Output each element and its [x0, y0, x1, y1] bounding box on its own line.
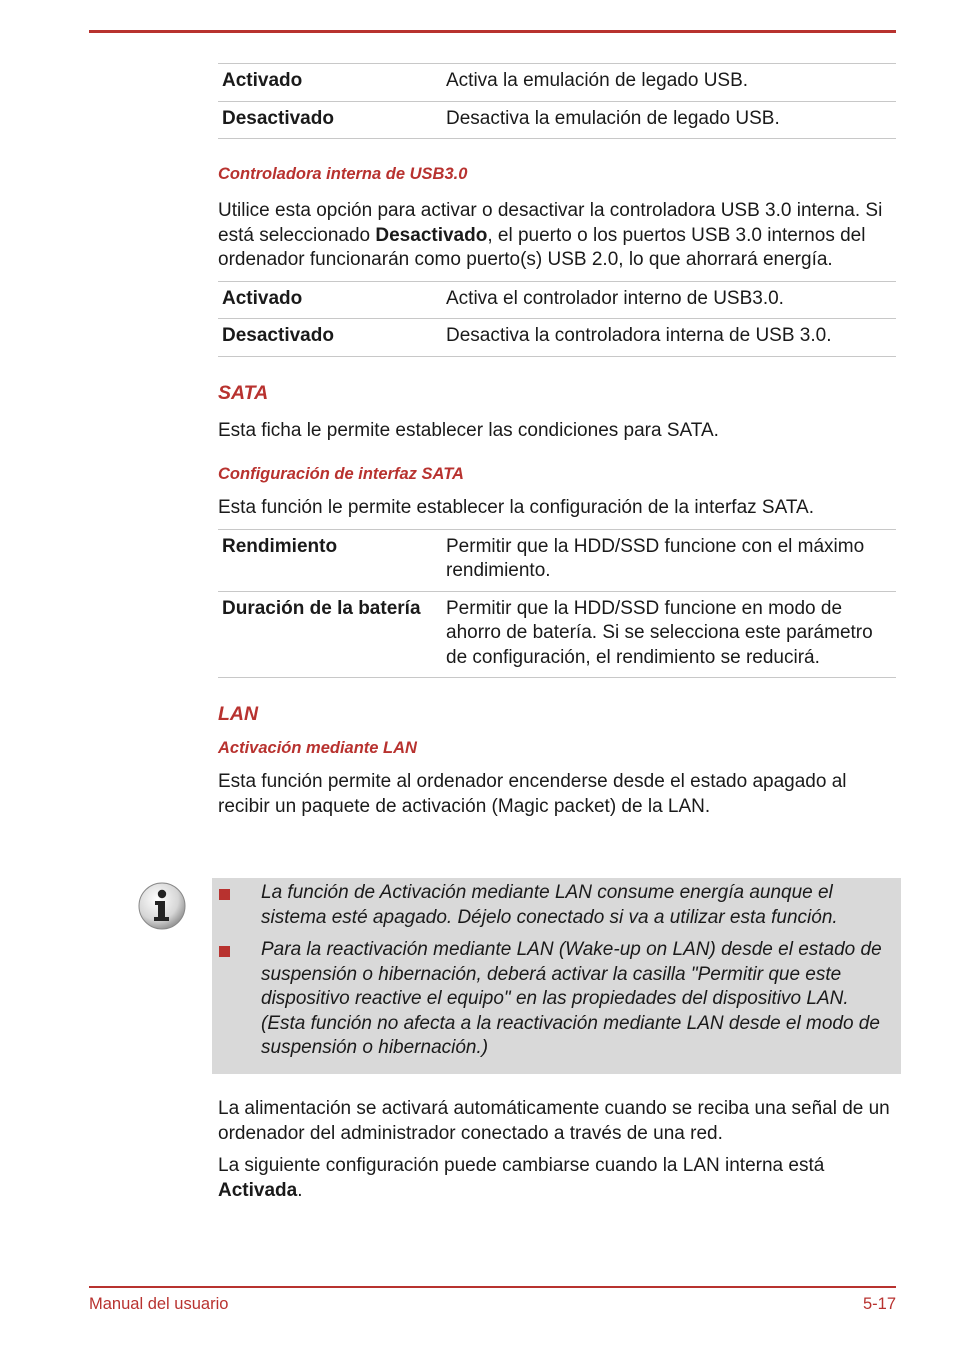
sata-options-table — [218, 529, 896, 679]
list-item — [212, 881, 901, 931]
sata-config-paragraph: Esta función le permite establecer la configuración de la interfaz SATA. — [218, 497, 814, 518]
text-span: Utilice esta opción para activar o desactivar la controladora USB 3.0 interna. Si está seleccionado — [218, 200, 883, 246]
usb30-paragraph — [218, 199, 896, 273]
footer-title: Manual del usuario — [89, 1295, 229, 1313]
section-heading-lan: LAN — [218, 703, 259, 725]
lan-paragraph: Esta función permite al ordenador encenderse desde el estado apagado al recibir un paquete de activación (Magic packet) de la LAN. — [218, 771, 847, 817]
bold-term: Desactivado — [375, 224, 488, 246]
option-key: Desactivado — [218, 319, 442, 357]
option-key: Activado — [218, 281, 442, 319]
header-rule — [89, 30, 896, 33]
subsection-heading-sata-config: Configuración de interfaz SATA — [218, 465, 464, 483]
bullet-square — [219, 946, 230, 957]
option-value: Permitir que la HDD/SSD funcione en modo de ahorro de batería. Si se selecciona este parámetro de configuración, el rendimiento se reducirá. — [442, 591, 896, 678]
option-value: Desactiva la emulación de legado USB. — [442, 101, 896, 139]
note-box — [212, 878, 901, 1074]
lan-after-note — [218, 1097, 896, 1203]
option-value: Desactiva la controladora interna de USB 3.0. — [442, 319, 896, 357]
bold-term: Activada — [218, 1179, 298, 1201]
info-icon — [137, 881, 187, 931]
footer-rule — [89, 1286, 896, 1288]
subsection-heading-wol: Activación mediante LAN — [218, 739, 417, 757]
option-key: Desactivado — [218, 101, 442, 139]
page-number: 5-17 — [862, 1295, 896, 1313]
table-row — [218, 529, 896, 591]
page-content — [218, 63, 896, 819]
sata-paragraph: Esta ficha le permite establecer las condiciones para SATA. — [218, 419, 719, 441]
option-key: Duración de la batería — [218, 591, 442, 678]
list-item — [212, 938, 901, 1063]
text-span: . — [297, 1179, 303, 1201]
usb-legacy-options-table — [218, 63, 896, 139]
bullet-square — [219, 889, 230, 900]
section-heading-sata: SATA — [218, 381, 269, 404]
note-text: Para la reactivación mediante LAN (Wake-up on LAN) desde el estado de suspensión o hibernación, deberá activar la casilla "Permitir que este dispositivo reactive el equipo" en las propiedades del dispositivo LAN. (Esta función no afecta a la reactivación mediante LAN desde el modo de suspensión o hibernación.) — [261, 939, 882, 1058]
lan-paragraph-2: La alimentación se activará automáticamente cuando se reciba una señal de un ordenador del administrador conectado a través de una red. — [218, 1098, 890, 1144]
table-row — [218, 101, 896, 139]
text-span: , el puerto o los puertos USB 3.0 internos del ordenador funcionarán como puerto(s) USB 2.0, lo que ahorrará energía. — [218, 224, 866, 270]
usb30-options-table — [218, 281, 896, 357]
table-row — [218, 281, 896, 319]
option-key: Activado — [218, 64, 442, 102]
note-text: La función de Activación mediante LAN consume energía aunque el sistema esté apagado. Déjelo conectado si va a utilizar esta función. — [261, 882, 838, 928]
option-value: Activa la emulación de legado USB. — [442, 64, 896, 102]
text-span: La siguiente configuración puede cambiarse cuando la LAN interna está — [218, 1155, 825, 1176]
table-row — [218, 64, 896, 102]
option-value: Activa el controlador interno de USB3.0. — [442, 281, 896, 319]
lan-paragraph-3 — [218, 1154, 896, 1203]
table-row — [218, 319, 896, 357]
section-heading-usb30: Controladora interna de USB3.0 — [218, 165, 468, 183]
option-value: Permitir que la HDD/SSD funcione con el máximo rendimiento. — [442, 529, 896, 591]
option-key: Rendimiento — [218, 529, 442, 591]
table-row — [218, 591, 896, 678]
